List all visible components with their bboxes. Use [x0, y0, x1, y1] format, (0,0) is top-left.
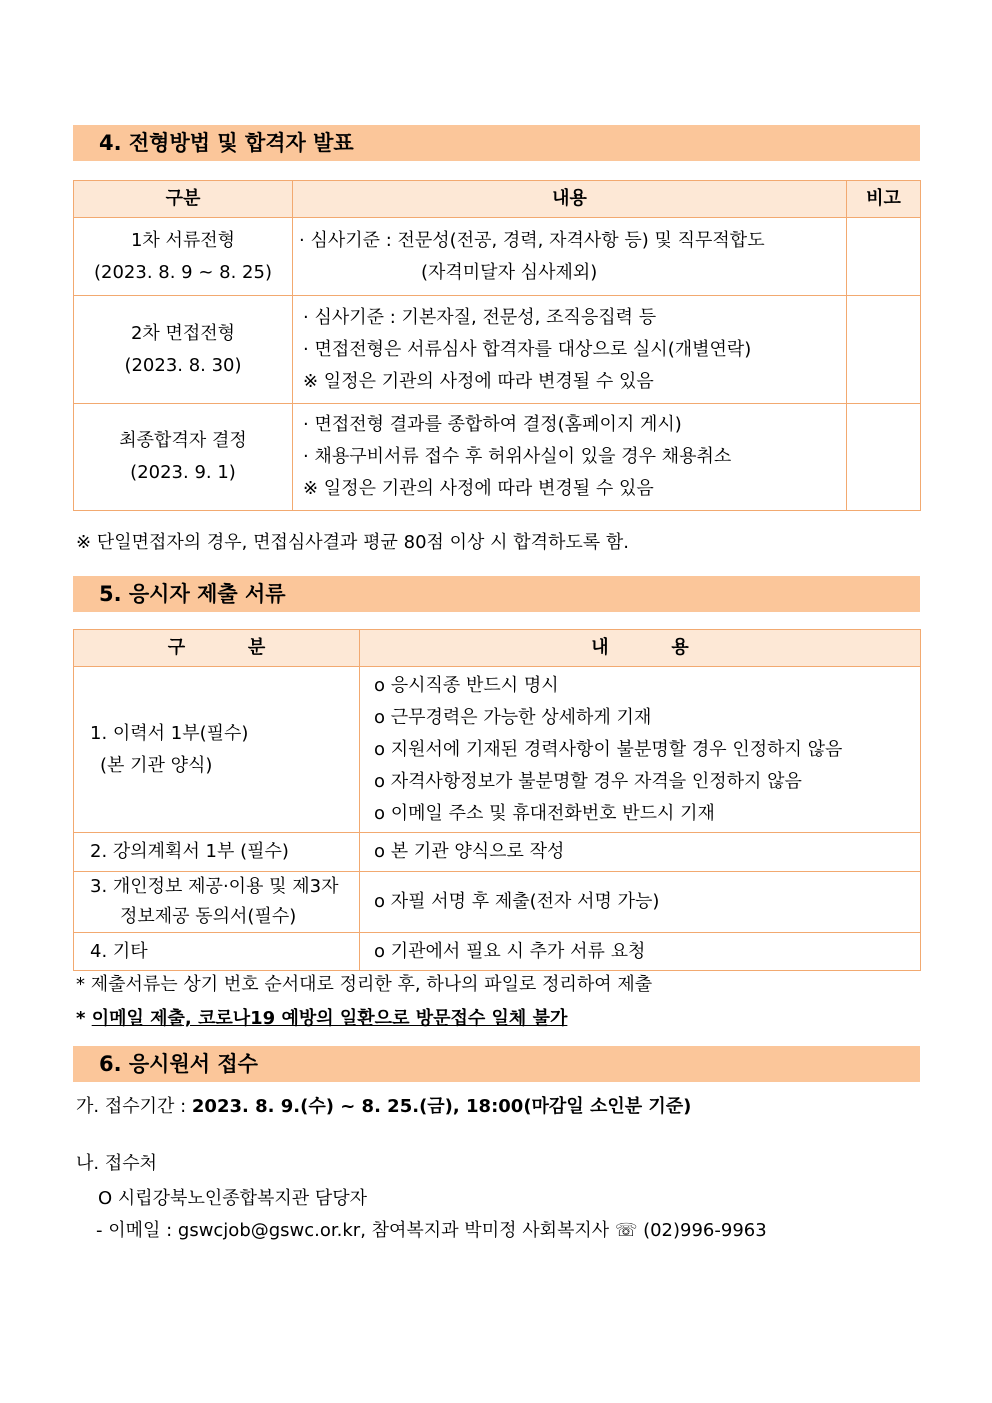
- content-cell: [293, 218, 847, 296]
- content-line: ※ 일정은 기관의 사정에 따라 변경될 수 있음: [303, 370, 654, 392]
- item-line: 정보제공 동의서(필수): [120, 906, 297, 927]
- section6-title: 6. 응시원서 접수: [73, 1046, 920, 1082]
- section5-title: 5. 응시자 제출 서류: [73, 576, 920, 612]
- header-note: 비고: [847, 181, 921, 218]
- content-line: · 심사기준 : 기본자질, 전문성, 조직응집력 등: [303, 306, 657, 328]
- table-header-row: [74, 181, 921, 218]
- table-row: [74, 404, 921, 511]
- header-category: 구분: [74, 181, 293, 218]
- header-category: 구 분: [74, 630, 360, 667]
- content-cell: [293, 296, 847, 404]
- stage-name: 2차 면접전형: [130, 322, 236, 344]
- content-line: · 면접전형은 서류심사 합격자를 대상으로 실시(개별연락): [303, 338, 752, 360]
- content-line: o 지원서에 기재된 경력사항이 불분명할 경우 인정하지 않음: [374, 738, 843, 760]
- content-cell: [360, 872, 921, 933]
- content-cell: [360, 833, 921, 872]
- table-row: [74, 296, 921, 404]
- period-value: 2023. 8. 9.(수) ~ 8. 25.(금), 18:00(마감일 소인분 기준): [191, 1096, 692, 1117]
- item-cell: [74, 933, 360, 971]
- table-row: [74, 833, 921, 872]
- content-line: o 기관에서 필요 시 추가 서류 요청: [374, 940, 646, 962]
- item-cell: [74, 667, 360, 833]
- table-row: [74, 872, 921, 933]
- stage-date: (2023. 8. 9 ~ 8. 25): [94, 261, 272, 283]
- table-row: [74, 667, 921, 833]
- header-content: 내 용: [360, 630, 921, 667]
- section5-note2: [76, 1004, 567, 1030]
- note2-prefix: *: [76, 1008, 92, 1029]
- stage-name: 1차 서류전형: [130, 229, 236, 251]
- header-content: 내용: [293, 181, 847, 218]
- content-line: · 면접전형 결과를 종합하여 결정(홈페이지 게시): [303, 414, 682, 435]
- table-row: [74, 933, 921, 971]
- stage-date: (2023. 8. 30): [124, 354, 242, 376]
- item-cell: [74, 833, 360, 872]
- item-line: 2. 강의계획서 1부 (필수): [90, 841, 289, 862]
- screening-table: [73, 180, 921, 511]
- content-cell: [360, 667, 921, 833]
- item-line: 4. 기타: [90, 940, 148, 962]
- section5-note1: * 제출서류는 상기 번호 순서대로 정리한 후, 하나의 파일로 정리하여 제출: [76, 974, 653, 995]
- content-line: o 자필 서명 후 제출(전자 서명 가능): [374, 891, 660, 912]
- item-line: (본 기관 양식): [100, 754, 213, 776]
- note-cell: [847, 296, 921, 404]
- content-cell: [360, 933, 921, 971]
- content-line: o 본 기관 양식으로 작성: [374, 841, 565, 862]
- item-cell: [74, 872, 360, 933]
- table-row: [74, 218, 921, 296]
- stage-cell: [74, 218, 293, 296]
- place-contact: - 이메일 : gswcjob@gswc.or.kr, 참여복지과 박미정 사회복지사 ☏ (02)996-9963: [96, 1220, 767, 1241]
- note-cell: [847, 218, 921, 296]
- content-line: · 채용구비서류 접수 후 허위사실이 있을 경우 채용취소: [303, 446, 732, 467]
- application-period: [76, 1092, 691, 1118]
- stage-cell: [74, 404, 293, 511]
- note2-text: 이메일 제출, 코로나19 예방의 일환으로 방문접수 일체 불가: [91, 1008, 568, 1029]
- stage-date: (2023. 9. 1): [130, 462, 236, 483]
- content-line: · 심사기준 : 전문성(전공, 경력, 자격사항 등) 및 직무적합도: [299, 229, 765, 251]
- item-line: 3. 개인정보 제공·이용 및 제3자: [90, 876, 339, 897]
- section4-footnote: ※ 단일면접자의 경우, 면접심사결과 평균 80점 이상 시 합격하도록 함.: [76, 532, 630, 553]
- period-label: 가. 접수기간 :: [76, 1096, 192, 1117]
- content-line: ※ 일정은 기관의 사정에 따라 변경될 수 있음: [303, 478, 654, 499]
- item-line: 1. 이력서 1부(필수): [90, 722, 249, 744]
- content-line: o 자격사항정보가 불분명할 경우 자격을 인정하지 않음: [374, 770, 802, 792]
- place-org: O 시립강북노인종합복지관 담당자: [98, 1188, 368, 1209]
- content-line: o 근무경력은 가능한 상세하게 기재: [374, 706, 652, 728]
- note-cell: [847, 404, 921, 511]
- content-line: o 응시직종 반드시 명시: [374, 674, 559, 696]
- content-cell: [293, 404, 847, 511]
- stage-cell: [74, 296, 293, 404]
- place-label: 나. 접수처: [76, 1153, 157, 1174]
- documents-table: [73, 629, 921, 971]
- section4-title: 4. 전형방법 및 합격자 발표: [73, 125, 920, 161]
- table-header-row: [74, 630, 921, 667]
- content-line: o 이메일 주소 및 휴대전화번호 반드시 기재: [374, 802, 715, 824]
- stage-name: 최종합격자 결정: [119, 430, 247, 451]
- content-line: (자격미달자 심사제외): [421, 261, 598, 283]
